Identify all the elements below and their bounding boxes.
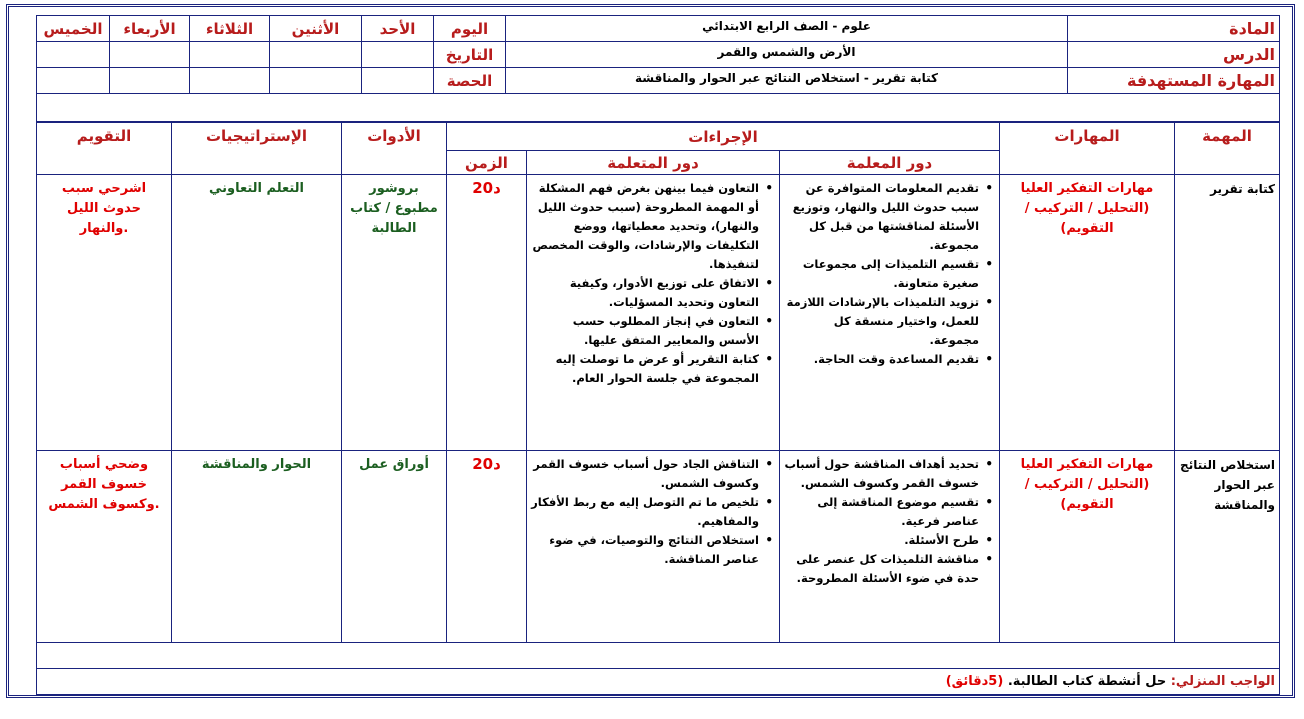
day-wednesday: الأربعاء: [110, 16, 190, 42]
student-role-cell: [527, 451, 780, 643]
strategy-cell: التعلم التعاوني: [172, 175, 342, 451]
list-item: • التناقش الجاد حول أسباب خسوف القمر وكسوف الشمس.: [531, 455, 759, 493]
date-cell-thursday: [37, 42, 110, 68]
date-cell-monday: [270, 42, 362, 68]
teacher-role-list: [784, 455, 995, 588]
list-item: • تقسيم موضوع المناقشة إلى عناصر فرعية.: [784, 493, 979, 531]
list-item: • تقسيم التلميذات إلى مجموعات صغيرة متعاونة.: [784, 255, 979, 293]
day-monday: الأثنين: [270, 16, 362, 42]
student-role-cell: [527, 175, 780, 451]
list-item: • تزويد التلميذات بالإرشادات اللازمة للعمل، واختيار منسقة كل مجموعة.: [784, 293, 979, 350]
col-strategies: الإستراتيجيات: [172, 123, 342, 175]
col-procedures: الإجراءات: [447, 123, 1000, 151]
list-item: • مناقشة التلميذات كل عنصر على حدة في ضوء الأسئلة المطروحة.: [784, 550, 979, 588]
teacher-role-cell: [780, 175, 1000, 451]
col-student-role: دور المتعلمة: [527, 151, 780, 175]
teacher-role-list: [784, 179, 995, 369]
header-spacer-row: [37, 94, 1280, 122]
col-evaluation: التقويم: [37, 123, 172, 175]
period-cell-wednesday: [110, 68, 190, 94]
list-item: • تلخيص ما تم التوصل إليه مع ربط الأفكار والمفاهيم.: [531, 493, 759, 531]
date-label: التاريخ: [434, 42, 506, 68]
empty-row: [37, 643, 1280, 669]
day-label: اليوم: [434, 16, 506, 42]
period-cell-monday: [270, 68, 362, 94]
date-cell-tuesday: [190, 42, 270, 68]
homework-row: [37, 669, 1280, 695]
col-tools: الأدوات: [342, 123, 447, 175]
homework-text: حل أنشطة كتاب الطالبة.: [1007, 674, 1167, 689]
lesson-value: الأرض والشمس والقمر: [506, 42, 1068, 68]
skills-cell: مهارات التفكير العليا (التحليل / التركيب / التقويم): [1000, 175, 1175, 451]
lesson-plan-frame: [6, 4, 1295, 698]
task-cell: كتابة تقرير: [1175, 175, 1280, 451]
col-time: الزمن: [447, 151, 527, 175]
date-cell-wednesday: [110, 42, 190, 68]
list-item: • الاتفاق على توزيع الأدوار، وكيفية التعاون وتحديد المسؤليات.: [531, 274, 759, 312]
date-cell-sunday: [362, 42, 434, 68]
period-cell-tuesday: [190, 68, 270, 94]
day-thursday: الخميس: [37, 16, 110, 42]
lesson-label: الدرس: [1068, 42, 1280, 68]
evaluation-cell: اشرحي سبب حدوث الليل والنهار.: [37, 175, 172, 451]
homework-duration: (5دقائق): [945, 674, 1004, 689]
time-cell: 20د: [447, 451, 527, 643]
list-item: • التعاون في إنجاز المطلوب حسب الأسس والمعايير المتفق عليها.: [531, 312, 759, 350]
col-teacher-role: دور المعلمة: [780, 151, 1000, 175]
day-sunday: الأحد: [362, 16, 434, 42]
list-item: • طرح الأسئلة.: [784, 531, 979, 550]
subject-value: علوم - الصف الرابع الابتدائي: [506, 16, 1068, 42]
table-row: [37, 175, 1280, 451]
skill-label: المهارة المستهدفة: [1068, 68, 1280, 94]
teacher-role-cell: [780, 451, 1000, 643]
col-task: المهمة: [1175, 123, 1280, 175]
header-table: [36, 15, 1280, 122]
subject-label: المادة: [1068, 16, 1280, 42]
time-cell: 20د: [447, 175, 527, 451]
procedures-table: [36, 122, 1280, 695]
list-item: • التعاون فيما بينهن بغرض فهم المشكلة أو المهمة المطروحة (سبب حدوث الليل والنهار)، وتحديد معطياتها، ووضع التكليفات والإرشادات، والوقت المخصص لتنفيذها.: [531, 179, 759, 274]
student-role-list: [531, 455, 775, 569]
tools-cell: بروشور مطبوع / كتاب الطالبة: [342, 175, 447, 451]
day-tuesday: الثلاثاء: [190, 16, 270, 42]
skills-cell: مهارات التفكير العليا (التحليل / التركيب / التقويم): [1000, 451, 1175, 643]
skill-value: كتابة تقرير - استخلاص النتائج عبر الحوار والمناقشة: [506, 68, 1068, 94]
student-role-list: [531, 179, 775, 388]
period-cell-thursday: [37, 68, 110, 94]
list-item: • تقديم المساعدة وقت الحاجة.: [784, 350, 979, 369]
list-item: • استخلاص النتائج والتوصيات، في ضوء عناصر المناقشة.: [531, 531, 759, 569]
period-cell-sunday: [362, 68, 434, 94]
tools-cell: أوراق عمل: [342, 451, 447, 643]
evaluation-cell: وضحي أسباب خسوف القمر وكسوف الشمس.: [37, 451, 172, 643]
strategy-cell: الحوار والمناقشة: [172, 451, 342, 643]
col-skills: المهارات: [1000, 123, 1175, 175]
period-label: الحصة: [434, 68, 506, 94]
list-item: • كتابة التقرير أو عرض ما توصلت إليه المجموعة في جلسة الحوار العام.: [531, 350, 759, 388]
homework-label: الواجب المنزلي:: [1170, 674, 1276, 689]
task-cell: استخلاص النتائج عبر الحوار والمناقشة: [1175, 451, 1280, 643]
list-item: • تحديد أهداف المناقشة حول أسباب خسوف القمر وكسوف الشمس.: [784, 455, 979, 493]
table-row: [37, 451, 1280, 643]
list-item: • تقديم المعلومات المتوافرة عن سبب حدوث الليل والنهار، وتوزيع الأسئلة لمناقشتها من قبل كل مجموعة.: [784, 179, 979, 255]
